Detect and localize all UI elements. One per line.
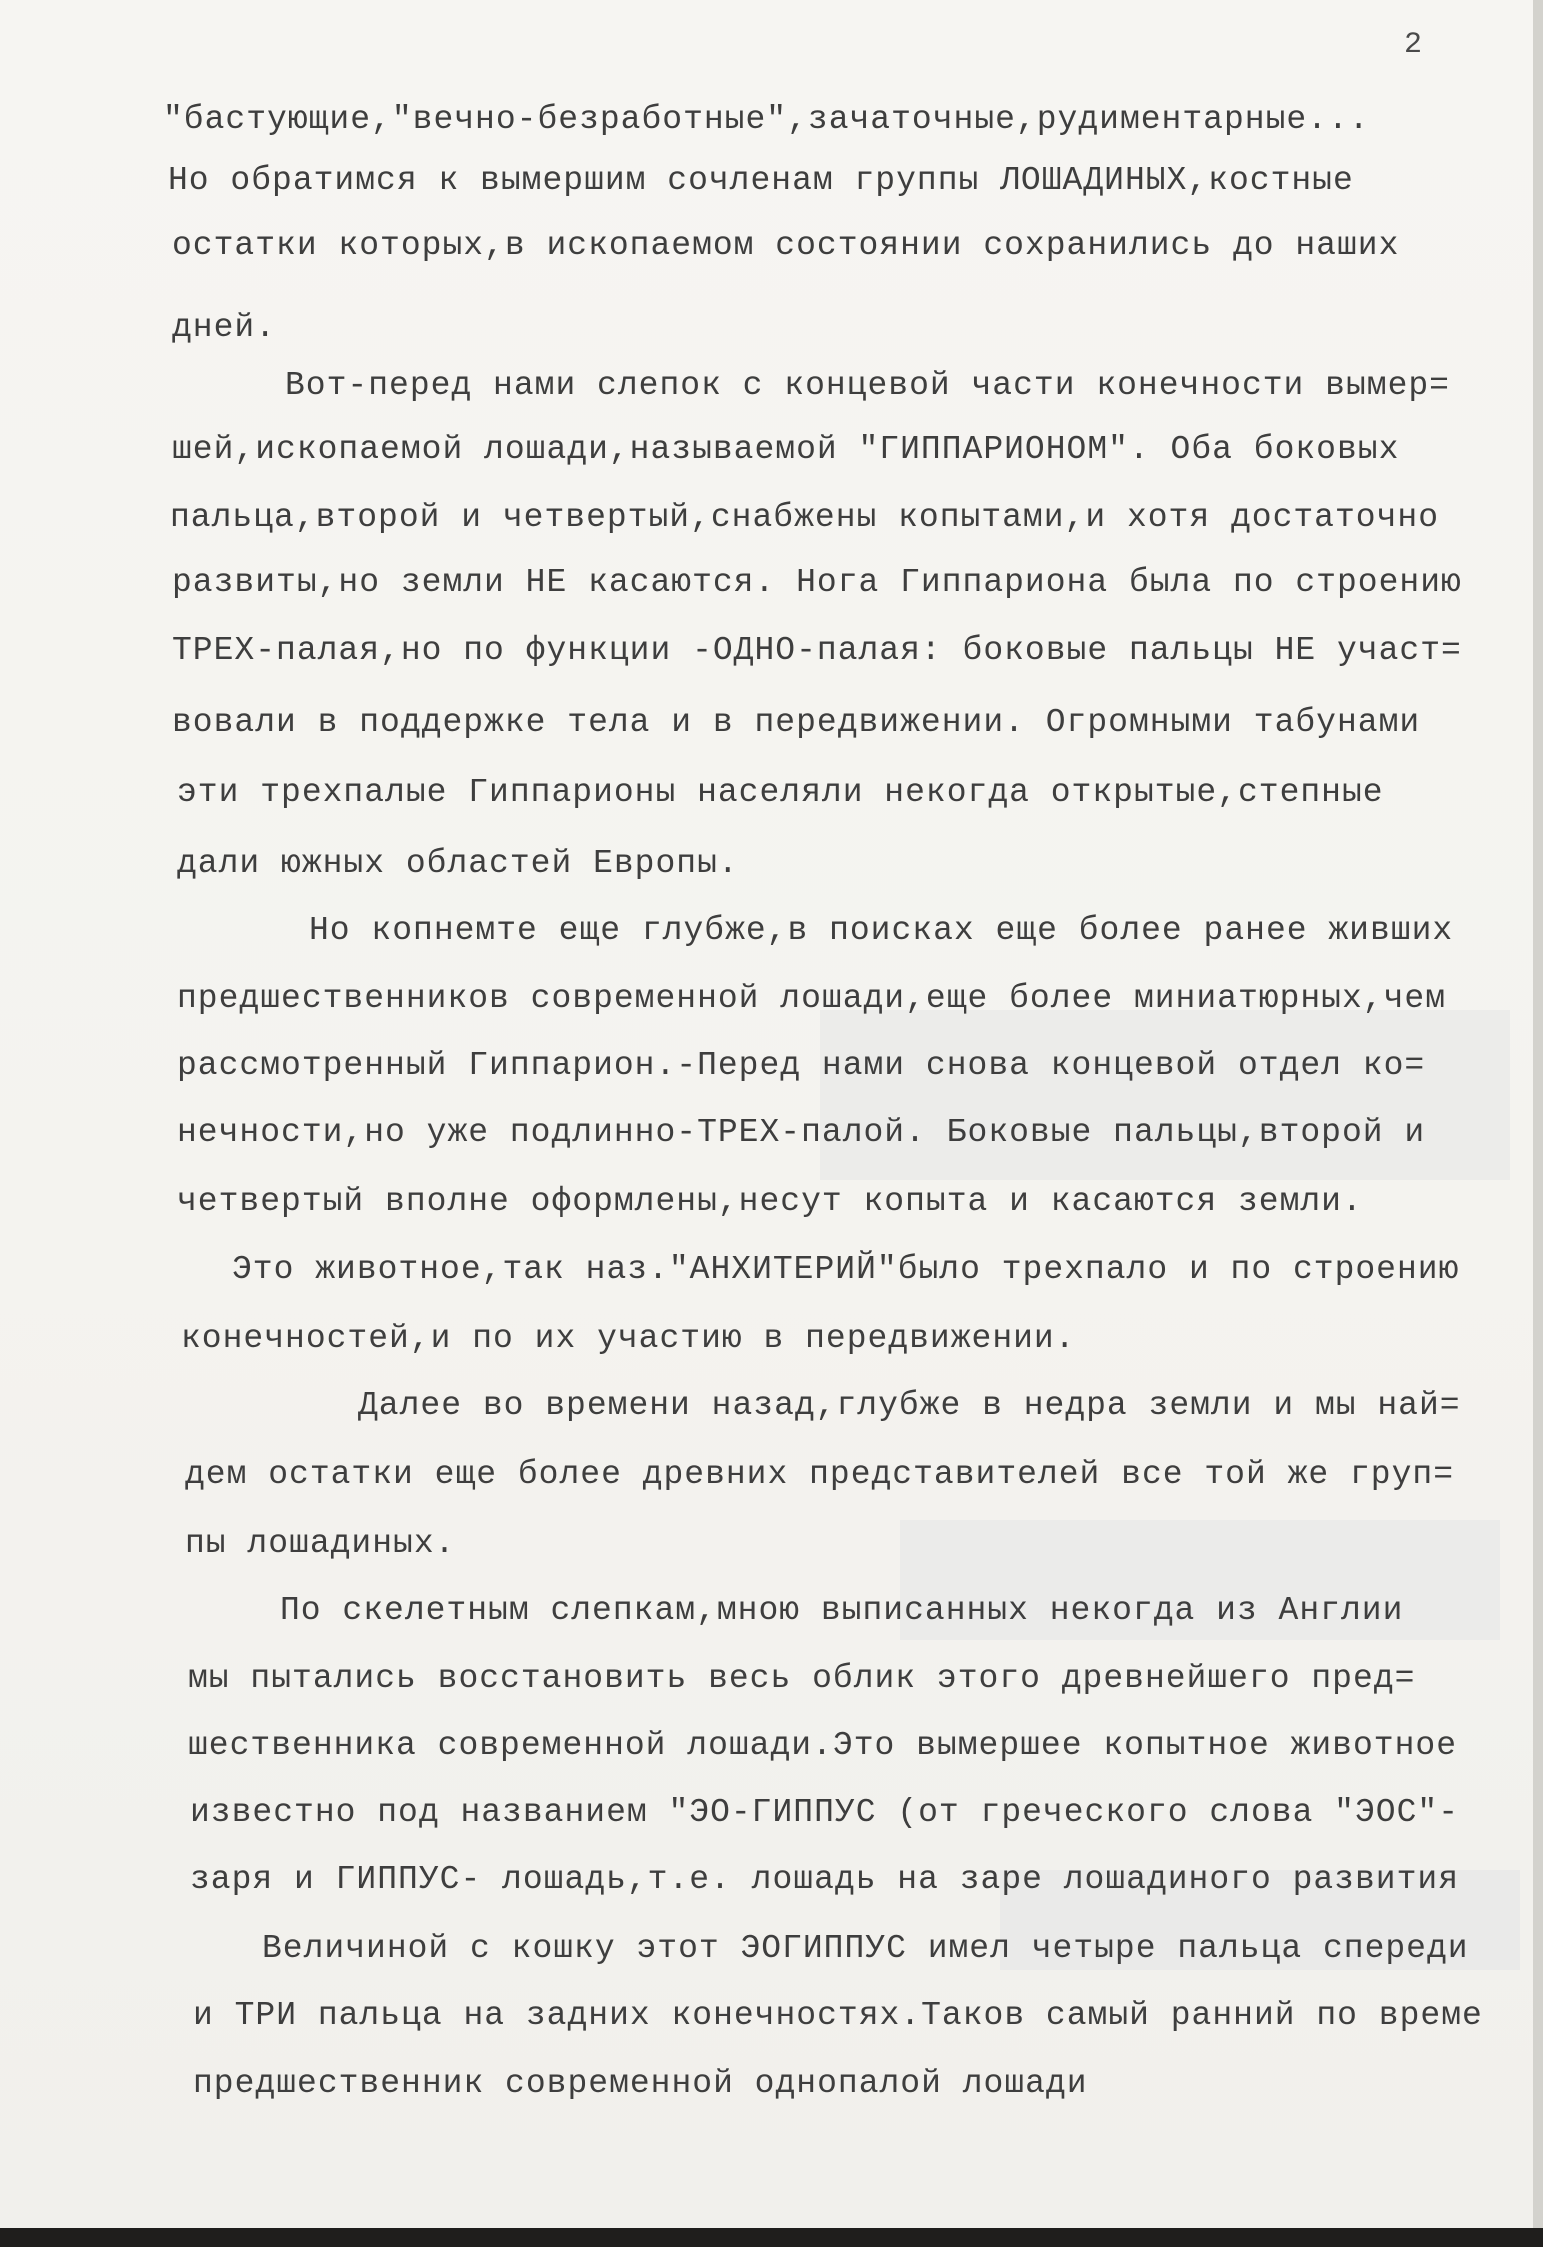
text-line: Далее во времени назад,глубже в недра земли и мы най= bbox=[358, 1387, 1461, 1424]
scan-bottom-border bbox=[0, 2228, 1543, 2247]
text-line: По скелетным слепкам,мною выписанных некогда из Англии bbox=[280, 1592, 1404, 1629]
text-line: пальца,второй и четвертый,снабжены копытами,и хотя достаточно bbox=[170, 499, 1439, 536]
text-line: "бастующие,"вечно-безработные",зачаточные,рудиментарные... bbox=[163, 101, 1370, 138]
text-line: Это животное,так наз."АНХИТЕРИЙ"было трехпало и по строению bbox=[232, 1251, 1460, 1288]
text-line: рассмотренный Гиппарион.-Перед нами снова концевой отдел ко= bbox=[177, 1047, 1426, 1084]
text-line: пы лошадиных. bbox=[185, 1525, 456, 1562]
text-line: дали южных областей Европы. bbox=[177, 845, 739, 882]
text-line: ТРЕХ-палая,но по функции -ОДНО-палая: боковые пальцы НЕ участ= bbox=[172, 632, 1462, 669]
text-line: остатки которых,в ископаемом состоянии сохранились до наших bbox=[172, 227, 1400, 264]
text-line: развиты,но земли НЕ касаются. Нога Гиппариона была по строению bbox=[172, 564, 1462, 601]
text-line: Но копнемте еще глубже,в поисках еще более ранее живших bbox=[309, 912, 1454, 949]
page-number: 2 bbox=[1404, 28, 1423, 62]
text-line: мы пытались восстановить весь облик этого древнейшего пред= bbox=[188, 1660, 1416, 1697]
text-line: шественника современной лошади.Это вымершее копытное животное bbox=[188, 1727, 1457, 1764]
text-line: предшественников современной лошади,еще более миниатюрных,чем bbox=[177, 980, 1446, 1017]
text-line: Величиной с кошку этот ЭОГИППУС имел четыре пальца спереди bbox=[262, 1930, 1469, 1967]
text-line: нечности,но уже подлинно-ТРЕХ-палой. Боковые пальцы,второй и bbox=[177, 1114, 1426, 1151]
text-line: Вот-перед нами слепок с концевой части конечности вымер= bbox=[285, 367, 1450, 404]
text-line: Но обратимся к вымершим сочленам группы ЛОШАДИНЫХ,костные bbox=[168, 162, 1354, 199]
text-line: предшественник современной однопалой лошади bbox=[193, 2065, 1088, 2102]
text-line: эти трехпалые Гиппарионы населяли некогда открытые,степные bbox=[177, 774, 1384, 811]
text-line: шей,ископаемой лошади,называемой "ГИППАРИОНОМ". Оба боковых bbox=[172, 431, 1400, 468]
text-line: заря и ГИППУС- лошадь,т.е. лошадь на заре лошадиного развития bbox=[190, 1861, 1459, 1898]
text-line: конечностей,и по их участию в передвижении. bbox=[181, 1320, 1076, 1357]
text-line: известно под названием "ЭО-ГИППУС (от греческого слова "ЭОС"- bbox=[190, 1794, 1459, 1831]
text-line: вовали в поддержке тела и в передвижении. Огромными табунами bbox=[172, 704, 1421, 741]
text-line: дем остатки еще более древних представителей все той же груп= bbox=[185, 1456, 1454, 1493]
text-line: четвертый вполне оформлены,несут копыта и касаются земли. bbox=[177, 1183, 1363, 1220]
text-line: дней. bbox=[172, 309, 277, 346]
text-line: и ТРИ пальца на задних конечностях.Таков самый ранний по време bbox=[193, 1997, 1483, 2034]
